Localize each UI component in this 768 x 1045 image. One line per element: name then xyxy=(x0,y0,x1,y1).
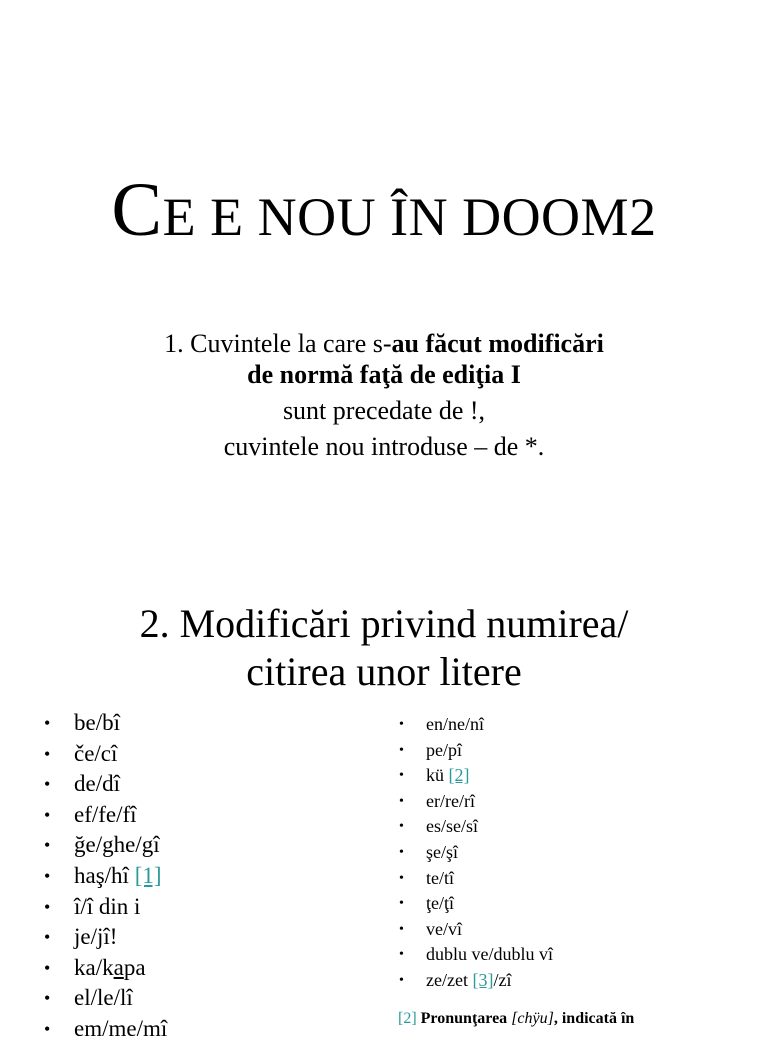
footnote xyxy=(398,1010,768,1028)
section-1-line-4: cuvintele nou introduse – de *. xyxy=(223,432,545,461)
list-item: • şe/şî xyxy=(426,840,553,866)
footnote-ref[interactable]: [2] xyxy=(398,1010,417,1027)
section-2-line-2: citirea unor litere xyxy=(246,649,522,694)
footnote-link-3[interactable]: [3] xyxy=(472,969,494,990)
section-1-line-1-bold: au făcut modificări xyxy=(391,329,604,358)
footnote-phonetic: [chÿu] xyxy=(511,1010,554,1027)
section-1 xyxy=(0,328,768,462)
section-1-line-2-text: de normă faţă de ediţia I xyxy=(247,360,521,389)
section-1-line-2 xyxy=(0,359,768,390)
list-item: • î/î din i xyxy=(74,892,167,923)
title-rest: E E NOU ÎN DOOM2 xyxy=(162,187,657,247)
list-item: • em/me/mî xyxy=(74,1014,167,1045)
list-item: • be/bî xyxy=(74,708,167,739)
list-item: • ve/vî xyxy=(426,917,553,943)
footnote-text-rest: , indicată în xyxy=(553,1010,635,1027)
list-item-tail: /zî xyxy=(493,969,512,990)
list-item: • dublu ve/dublu vî xyxy=(426,942,553,968)
list-item-text-end: pa xyxy=(123,954,146,980)
section-2-line-1: 2. Modificări privind numirea/ xyxy=(139,601,629,646)
list-item-text: kü xyxy=(426,765,449,786)
section-2-heading xyxy=(0,600,768,696)
section-1-line-3: sunt precedate de !, xyxy=(282,396,486,425)
list-item-text: haş/hî xyxy=(74,862,135,888)
right-letter-list xyxy=(426,712,553,994)
list-item xyxy=(74,953,167,984)
footnote-text: Pronunţarea xyxy=(416,1010,512,1027)
list-item: • er/re/rî xyxy=(426,789,553,815)
list-item: • je/jî! xyxy=(74,922,167,953)
footnote-link-1[interactable]: [1] xyxy=(134,862,162,888)
footnote-link-2[interactable]: [2] xyxy=(448,765,470,786)
section-1-line-1 xyxy=(0,328,768,359)
list-item: • ğe/ghe/gî xyxy=(74,830,167,861)
list-item xyxy=(426,968,553,994)
list-item: • de/dî xyxy=(74,769,167,800)
list-item: • en/ne/nî xyxy=(426,712,553,738)
list-item: • el/le/lî xyxy=(74,983,167,1014)
list-item-text: ka/k xyxy=(74,954,114,980)
underlined-letter: a xyxy=(113,954,124,980)
left-letter-list xyxy=(74,708,167,1045)
section-1-line-1-text: 1. Cuvintele la care s- xyxy=(164,329,392,358)
list-item: • es/se/sî xyxy=(426,814,553,840)
title-initial: C xyxy=(111,168,163,252)
list-item: • pe/pî xyxy=(426,738,553,764)
list-item: • te/tî xyxy=(426,866,553,892)
list-item-text: ze/zet xyxy=(426,969,473,990)
page-title xyxy=(0,168,768,252)
list-item xyxy=(426,763,553,789)
list-item: • ţe/ţî xyxy=(426,891,553,917)
list-item: • ef/fe/fî xyxy=(74,800,167,831)
list-item: • če/cî xyxy=(74,739,167,770)
list-item xyxy=(74,861,167,892)
